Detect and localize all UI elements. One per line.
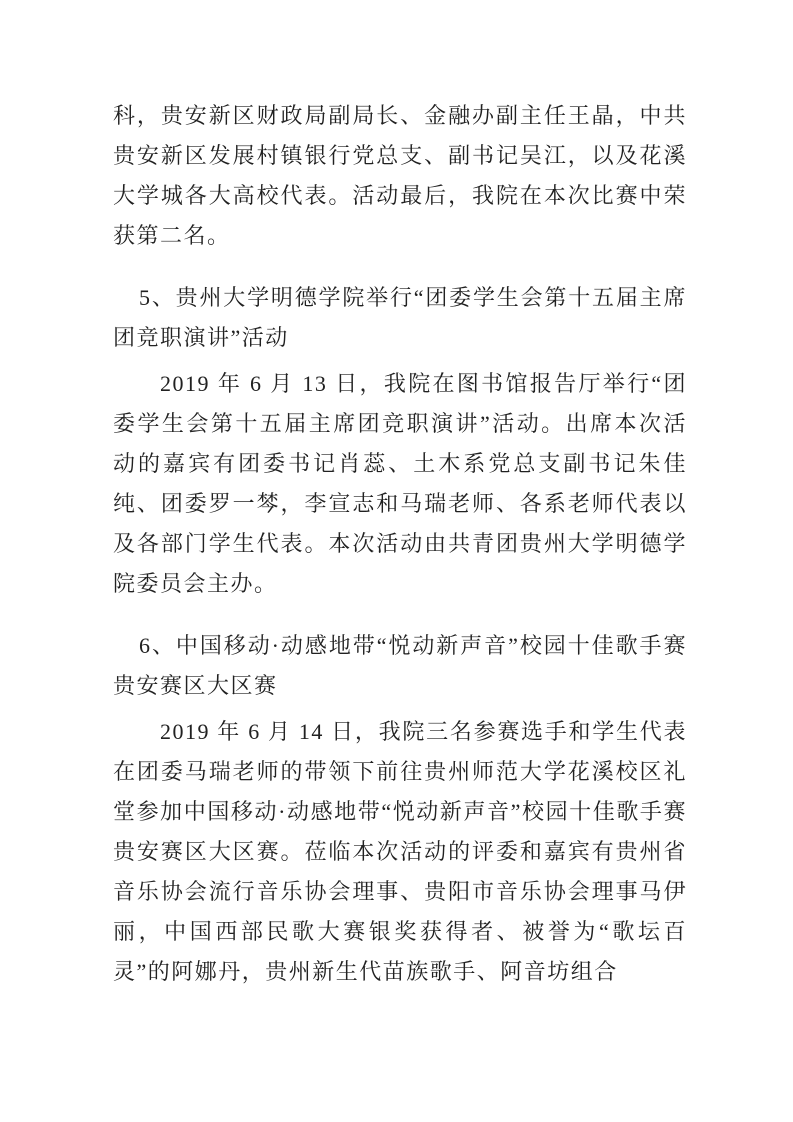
section-heading-6: 6、中国移动·动感地带“悦动新声音”校园十佳歌手赛贵安赛区大区赛 (113, 633, 687, 698)
section-heading-5: 5、贵州大学明德学院举行“团委学生会第十五届主席团竞职演讲”活动 (113, 285, 687, 350)
paragraph-section-6: 2019 年 6 月 14 日，我院三名参赛选手和学生代表在团委马瑞老师的带领下前往贵州师范大学花溪校区礼堂参加中国移动·动感地带“悦动新声音”校园十佳歌手赛贵安赛区大区赛。莅临本次活动的评委和嘉宾有贵州省音乐协会流行音乐协会理事、贵阳市音乐协会理事马伊丽，中国西部民歌大赛银奖获得者、被誉为“歌坛百灵”的阿娜丹，贵州新生代苗族歌手、阿音坊组合 (113, 719, 687, 984)
paragraph-section-5: 2019 年 6 月 13 日，我院在图书馆报告厅举行“团委学生会第十五届主席团竞职演讲”活动。出席本次活动的嘉宾有团委书记肖蕊、土木系党总支副书记朱佳纯、团委罗一棽，李宣志和马瑞老师、各系老师代表以及各部门学生代表。本次活动由共青团贵州大学明德学院委员会主办。 (113, 371, 687, 596)
paragraph-continuation: 科，贵安新区财政局副局长、金融办副主任王晶，中共贵安新区发展村镇银行党总支、副书记吴江，以及花溪大学城各大高校代表。活动最后，我院在本次比赛中荣获第二名。 (113, 103, 687, 248)
